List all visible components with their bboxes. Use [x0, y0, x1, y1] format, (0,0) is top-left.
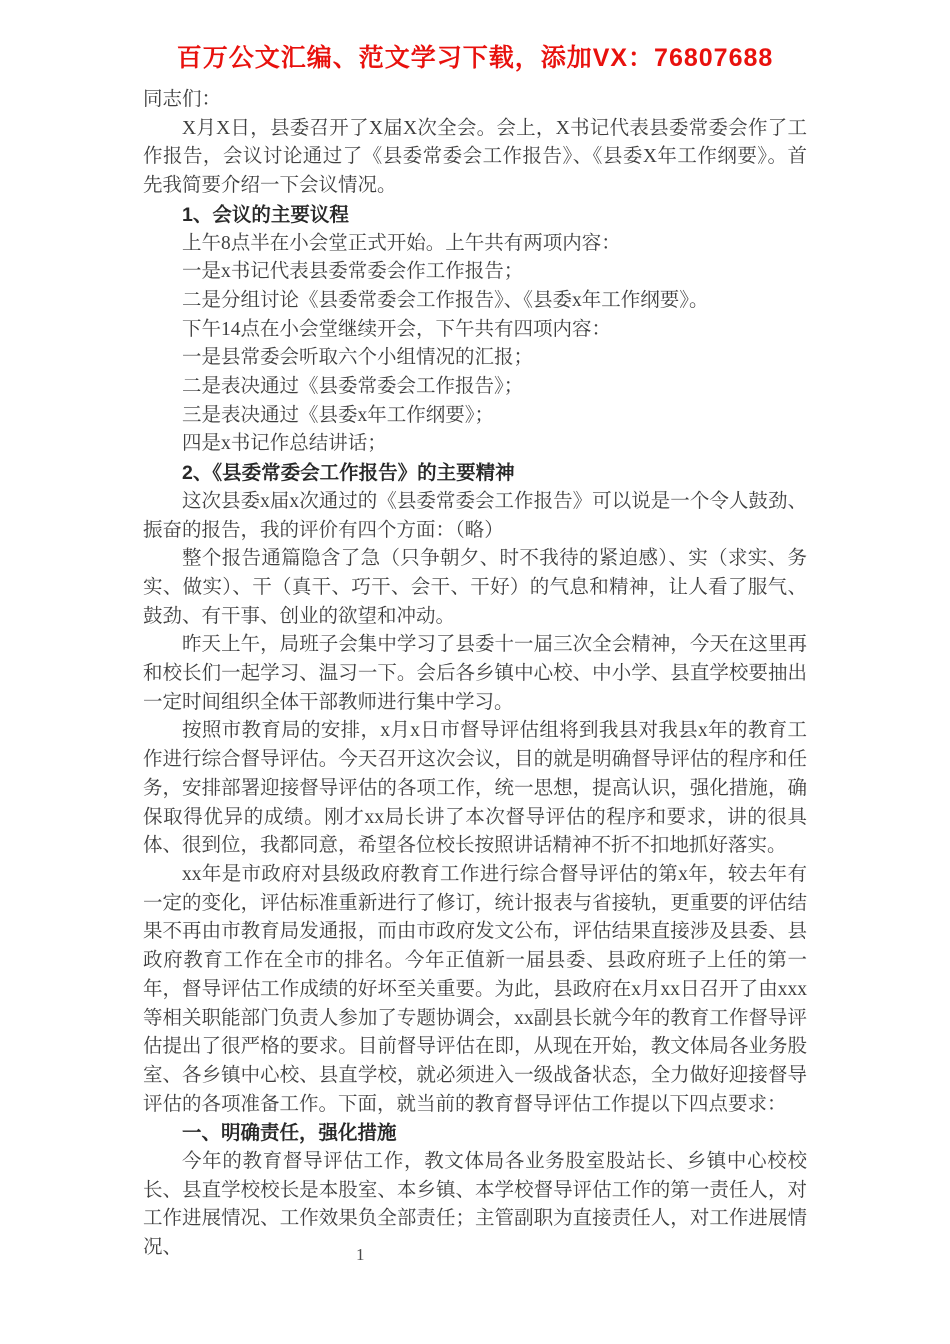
- paragraph: 整个报告通篇隐含了急（只争朝夕、时不我待的紧迫感）、实（求实、务实、做实）、干（真干、巧干、会干、干好）的气息和精神，让人看了服气、鼓劲、有干事、创业的欲望和冲动。: [143, 548, 807, 627]
- paragraph: 上午8点半在小会堂正式开始。上午共有两项内容：: [182, 232, 621, 254]
- paragraph: 下午14点在小会堂继续开会，下午共有四项内容：: [182, 318, 612, 340]
- paragraph: 按照市教育局的安排，x月x日市督导评估组将到我县对我县x年的教育工作进行综合督导评估。今天召开这次会议，目的就是明确督导评估的程序和任务，安排部署迎接督导评估的各项工作，统一思想，提高认识，强化措施，确保取得优异的成绩。刚才xx局长讲了本次督导评估的程序和要求，讲的很具体、很到位，我都同意，希望各位校长按照讲话精神不折不扣地抓好落实。: [143, 720, 807, 857]
- paragraph: 这次县委x届x次通过的《县委常委会工作报告》可以说是一个令人鼓劲、振奋的报告，我的评价有四个方面：（略）: [143, 490, 807, 541]
- paragraph: 一是x书记代表县委常委会作工作报告；: [182, 261, 524, 283]
- paragraph: 同志们：: [143, 89, 222, 110]
- paragraph: 三是表决通过《县委x年工作纲要》；: [182, 404, 495, 426]
- section-heading: 一、明确责任，强化措施: [182, 1122, 397, 1145]
- paragraph: X月X日，县委召开了X届X次全会。会上，X书记代表县委常委会作了工作报告，会议讨论通过了《县委常委会工作报告》、《县委X年工作纲要》。首先我简要介绍一下会议情况。: [143, 117, 807, 197]
- paragraph: 二是分组讨论《县委常委会工作报告》、《县委x年工作纲要》。: [182, 289, 709, 311]
- page-number: 1: [356, 1245, 365, 1264]
- paragraph: 一是县常委会听取六个小组情况的汇报；: [182, 347, 534, 369]
- paragraph: xx年是市政府对县级政府教育工作进行综合督导评估的第x年，较去年有一定的变化，评估标准重新进行了修订，统计报表与省接轨，更重要的评估结果不再由市教育局发通报，而由市政府发文公布，评估结果直接涉及县委、县政府教育工作在全市的排名。今年正值新一届县委、县政府班子上任的第一年，督导评估工作成绩的好坏至关重要。为此，县政府在x月xx日召开了由xxx等相关职能部门负责人参加了专题协调会，xx副县长就今年的教育工作督导评估提出了很严格的要求。目前督导评估在即，从现在开始，教文体局各业务股室、各乡镇中心校、县直学校，就必须进入一级战备状态，全力做好迎接督导评估的各项准备工作。下面，就当前的教育督导评估工作提以下四点要求：: [143, 863, 807, 1115]
- paragraph: 今年的教育督导评估工作，教文体局各业务股室股站长、乡镇中心校校长、县直学校校长是本股室、本乡镇、本学校督导评估工作的第一责任人，对工作进展情况、工作效果负全部责任；主管副职为直接责任人，对工作进展情况、: [143, 1151, 807, 1259]
- paragraph: 四是x书记作总结讲话；: [182, 433, 387, 455]
- section-heading: 1、会议的主要议程: [182, 203, 349, 226]
- watermark-header: 百万公文汇编、范文学习下载，添加VX：76807688: [176, 44, 774, 72]
- section-heading: 2、《县委常委会工作报告》的主要精神: [182, 462, 515, 485]
- paragraph: 昨天上午，局班子会集中学习了县委十一届三次全会精神，今天在这里再和校长们一起学习、温习一下。会后各乡镇中心校、中小学、县直学校要抽出一定时间组织全体干部教师进行集中学习。: [143, 634, 807, 713]
- paragraph: 二是表决通过《县委常委会工作报告》；: [182, 376, 524, 398]
- document-body: [143, 86, 807, 1263]
